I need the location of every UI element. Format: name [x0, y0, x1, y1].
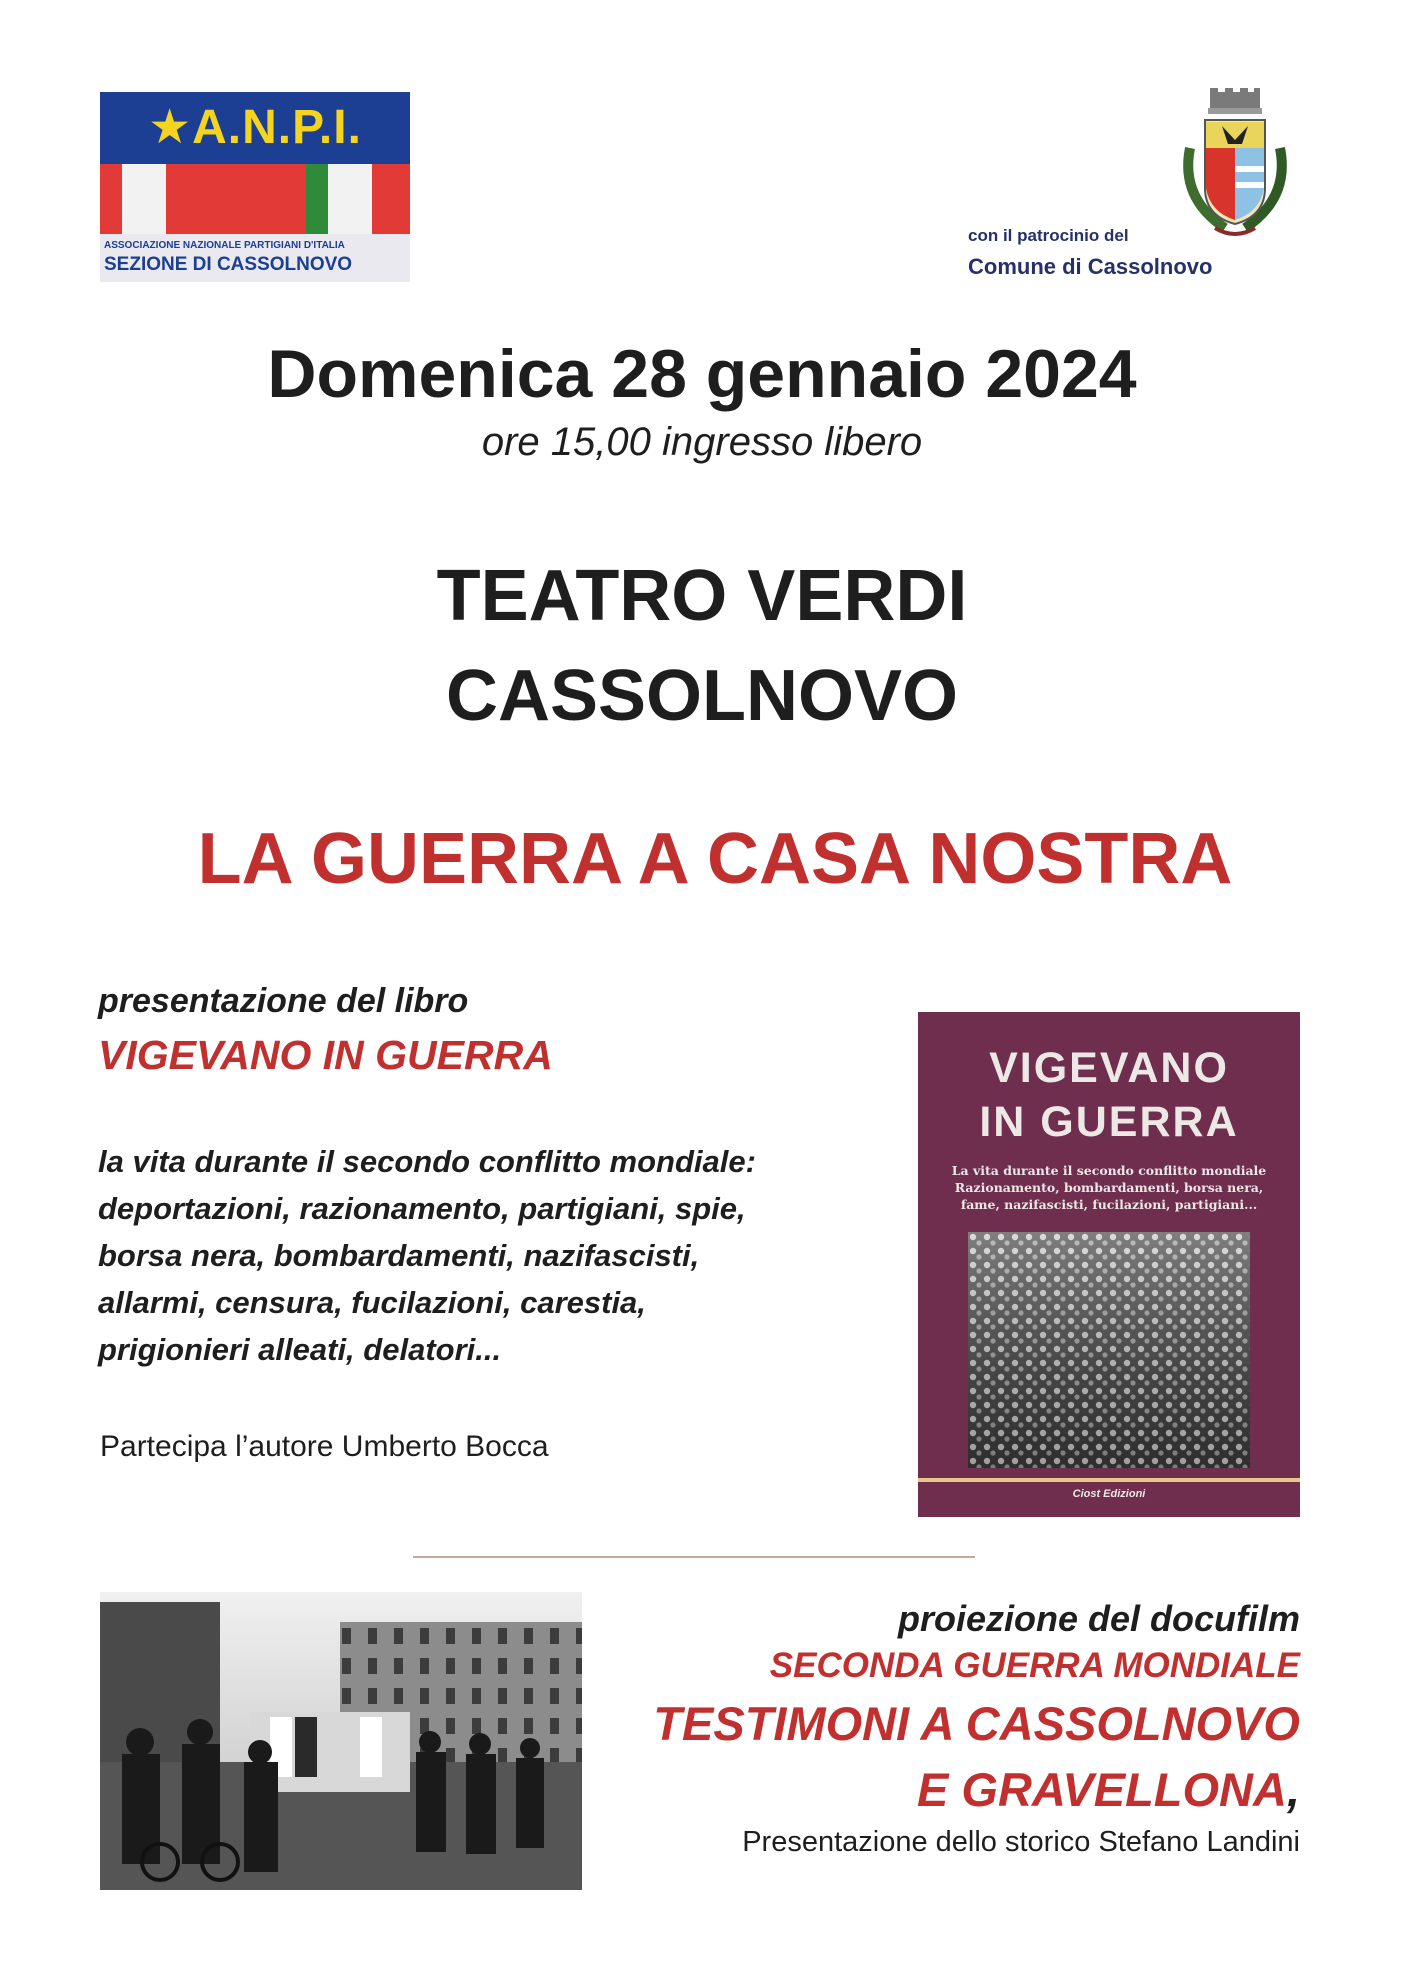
film-title-line3 — [917, 1762, 1300, 1817]
anpi-logo-flag — [100, 164, 410, 234]
film-title-line2: TESTIMONI A CASSOLNOVO — [653, 1697, 1300, 1750]
book-title: VIGEVANO IN GUERRA — [98, 1032, 553, 1078]
film-title-comma: , — [1286, 1763, 1300, 1816]
book-cover — [918, 1012, 1300, 1517]
cover-subtitle — [928, 1162, 1290, 1213]
event-date: Domenica 28 gennaio 2024 — [267, 336, 1137, 412]
book-topic-line: borsa nera, bombardamenti, nazifascisti, — [98, 1238, 700, 1273]
author-line: Partecipa l’autore Umberto Bocca — [100, 1430, 549, 1463]
book-topic-line: la vita durante il secondo conflitto mondiale: — [98, 1144, 756, 1179]
anpi-logo-section: SEZIONE DI CASSOLNOVO — [104, 254, 353, 275]
cover-subtitle-line: fame, nazifascisti, fucilazioni, partigiani... — [960, 1197, 1258, 1212]
venue-name: TEATRO VERDI — [436, 556, 968, 636]
crowd-photo — [968, 1232, 1250, 1468]
book-topic-line: prigionieri alleati, delatori... — [98, 1332, 502, 1367]
film-intro: proiezione del docufilm — [897, 1598, 1300, 1639]
book-intro: presentazione del libro — [98, 982, 469, 1020]
anpi-logo — [100, 92, 410, 282]
patronage-label: con il patrocinio del — [968, 226, 1129, 245]
event-time: ore 15,00 ingresso libero — [481, 420, 923, 464]
anpi-logo-subtitle: ASSOCIAZIONE NAZIONALE PARTIGIANI D'ITALIA — [104, 240, 345, 251]
book-topic-line: allarmi, censura, fucilazioni, carestia, — [98, 1285, 646, 1320]
event-title: LA GUERRA A CASA NOSTRA — [197, 819, 1233, 899]
historic-rally-photo — [100, 1592, 582, 1890]
venue-town: CASSOLNOVO — [445, 656, 959, 736]
coat-of-arms-icon — [1170, 88, 1300, 248]
film-title-line1: SECONDA GUERRA MONDIALE — [769, 1646, 1300, 1685]
cover-title-line2: IN GUERRA — [979, 1098, 1239, 1146]
cover-subtitle-line: Razionamento, bombardamenti, borsa nera, — [954, 1180, 1264, 1195]
book-topics — [98, 1138, 898, 1373]
film-title-line3-text: E GRAVELLONA — [917, 1763, 1287, 1816]
cover-publisher: Ciost Edizioni — [1072, 1488, 1146, 1500]
section-divider — [413, 1556, 975, 1558]
book-topic-line: deportazioni, razionamento, partigiani, spie, — [98, 1191, 746, 1226]
cover-title-line1: VIGEVANO — [989, 1044, 1229, 1092]
cover-subtitle-line: La vita durante il secondo conflitto mondiale — [951, 1163, 1267, 1178]
cover-band — [918, 1478, 1300, 1482]
anpi-logo-title: ★A.N.P.I. — [148, 101, 362, 154]
presenter-line: Presentazione dello storico Stefano Landini — [742, 1826, 1300, 1858]
patronage-municipality: Comune di Cassolnovo — [968, 254, 1213, 279]
